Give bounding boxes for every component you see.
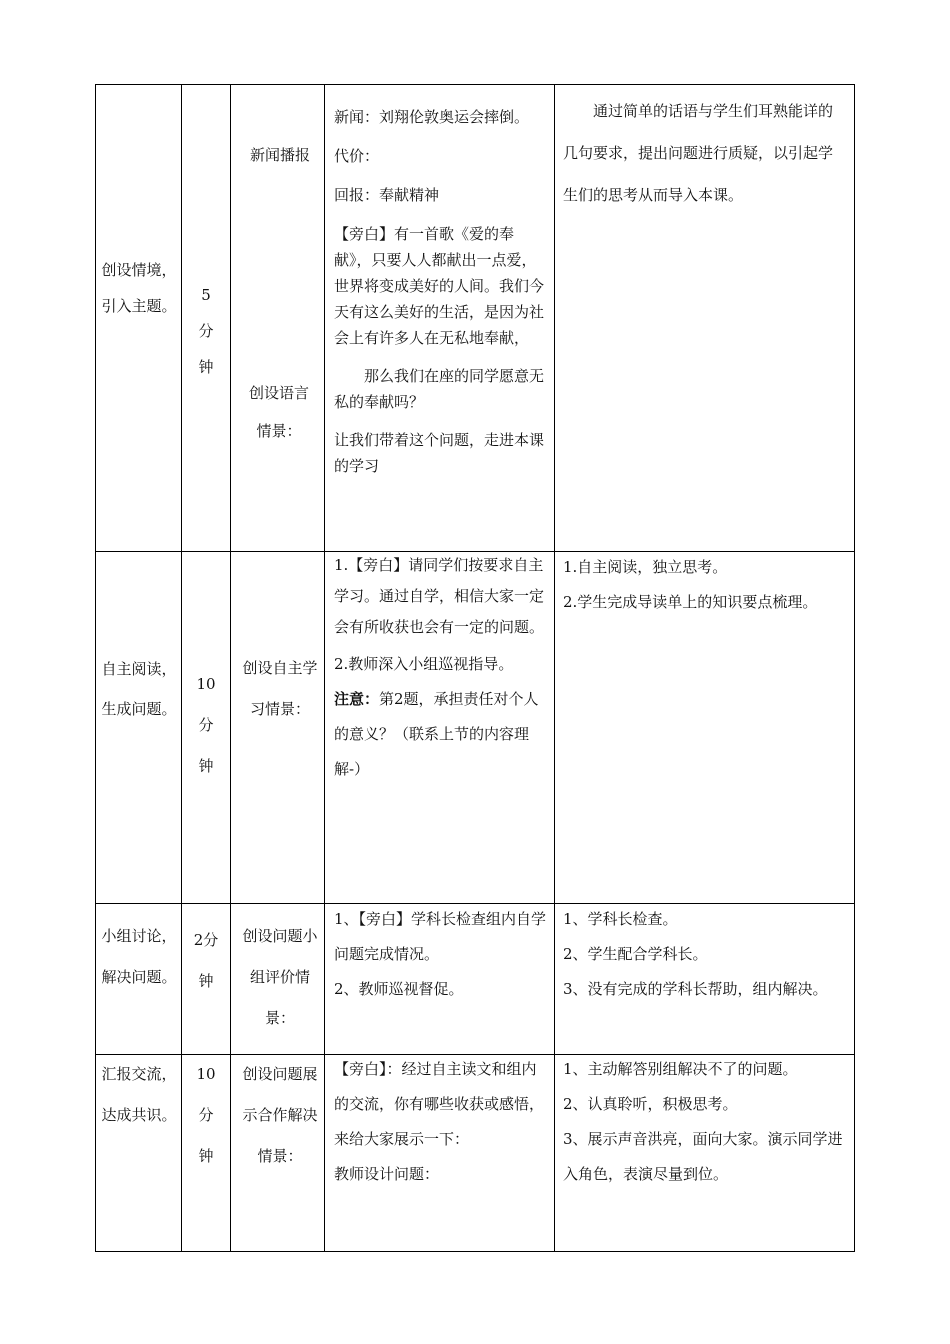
table-border-left	[95, 84, 96, 1252]
method-text: 创设问题小组评价情景：	[242, 927, 318, 1027]
teacher-text: 1.【旁白】请同学们按要求自主学习。通过自学，相信大家一定会有所收获也会有一定的问题。	[334, 556, 545, 636]
teacher-text: 回报：奉献精神	[334, 186, 440, 204]
student-text: 2、认真聆听，积极思考。	[563, 1095, 738, 1113]
method-cell	[241, 142, 319, 169]
teacher-text: 让我们带着这个问题，走进本课的学习	[334, 431, 545, 475]
teacher-cell	[334, 902, 548, 1007]
teacher-cell	[334, 1052, 548, 1192]
teacher-text: 代价：	[334, 147, 380, 165]
column-divider	[181, 84, 182, 1252]
table-border-bottom	[95, 1251, 855, 1252]
student-cell	[563, 90, 847, 216]
time-cell	[195, 664, 217, 787]
time-text: 10分钟	[196, 1065, 216, 1165]
student-text: 3、没有完成的学科长帮助，组内解决。	[563, 980, 828, 998]
method-cell	[241, 1054, 319, 1177]
teacher-text: 2、教师巡视督促。	[334, 980, 464, 998]
teacher-text: 新闻：刘翔伦敦奥运会摔倒。	[334, 108, 530, 126]
stage-text: 创设情境，引入主题。	[101, 261, 177, 315]
stage-text: 汇报交流，达成共识。	[101, 1065, 177, 1124]
time-cell	[193, 920, 219, 1002]
stage-cell	[99, 649, 179, 729]
method-text: 创设语言情景：	[248, 384, 309, 440]
method-text: 创设问题展示合作解决情景：	[242, 1065, 318, 1165]
stage-cell	[99, 916, 179, 998]
student-text: 2.学生完成导读单上的知识要点梳理。	[563, 593, 818, 611]
student-text: 2、学生配合学科长。	[563, 945, 708, 963]
teacher-text: 那么我们在座的同学愿意无私的奉献吗？	[334, 367, 545, 411]
teacher-cell	[334, 550, 548, 787]
note-label: 注意：	[334, 690, 380, 708]
method-cell	[241, 648, 319, 730]
stage-text: 自主阅读，生成问题。	[101, 660, 177, 718]
student-text: 通过简单的话语与学生们耳熟能详的几句要求，提出问题进行质疑，以引起学生们的思考从而导入本课。	[563, 102, 834, 204]
column-divider	[230, 84, 231, 1252]
student-cell	[563, 902, 847, 1007]
time-cell	[195, 1054, 217, 1177]
method-text: 创设自主学习情景：	[242, 659, 318, 718]
teacher-text: 【旁白】：经过自主读文和组内的交流，你有哪些收获或感悟，来给大家展示一下：	[334, 1060, 545, 1148]
time-text: 5分钟	[198, 286, 214, 376]
student-text: 3、展示声音洪亮，面向大家。演示同学进入角色，表演尽量到位。	[563, 1130, 843, 1183]
table-border-right	[854, 84, 855, 1252]
method-text: 新闻播报	[249, 146, 310, 164]
student-cell	[563, 550, 847, 620]
teacher-text: 第2题，承担责任对个人的意义？（联系上节的内容理解-）	[334, 690, 539, 778]
time-text: 2分钟	[193, 931, 219, 990]
stage-text: 小组讨论，解决问题。	[101, 927, 177, 986]
teacher-text: 【旁白】有一首歌《爱的奉献》，只要人人都献出一点爱，世界将变成美好的人间。我们今天有这么美好的生活，是因为社会上有许多人在无私地奉献，	[334, 225, 545, 347]
teacher-text: 教师设计问题：	[334, 1165, 440, 1183]
table-border-top	[95, 84, 855, 85]
student-text: 1、主动解答别组解决不了的问题。	[563, 1060, 798, 1078]
student-text: 1、学科长检查。	[563, 910, 678, 928]
teacher-text: 2.教师深入小组巡视指导。	[334, 655, 514, 673]
student-text: 1.自主阅读，独立思考。	[563, 558, 728, 576]
column-divider	[324, 84, 325, 1252]
teacher-cell	[334, 104, 548, 491]
lesson-plan-table	[95, 84, 855, 1252]
method-cell	[243, 374, 315, 450]
column-divider	[554, 84, 555, 1252]
time-cell	[195, 277, 217, 385]
method-cell	[241, 916, 319, 1039]
stage-cell	[99, 1054, 179, 1136]
stage-cell	[99, 252, 179, 324]
student-cell	[563, 1052, 847, 1192]
teacher-text: 1、【旁白】学科长检查组内自学问题完成情况。	[334, 910, 547, 963]
time-text: 10分钟	[196, 675, 216, 775]
